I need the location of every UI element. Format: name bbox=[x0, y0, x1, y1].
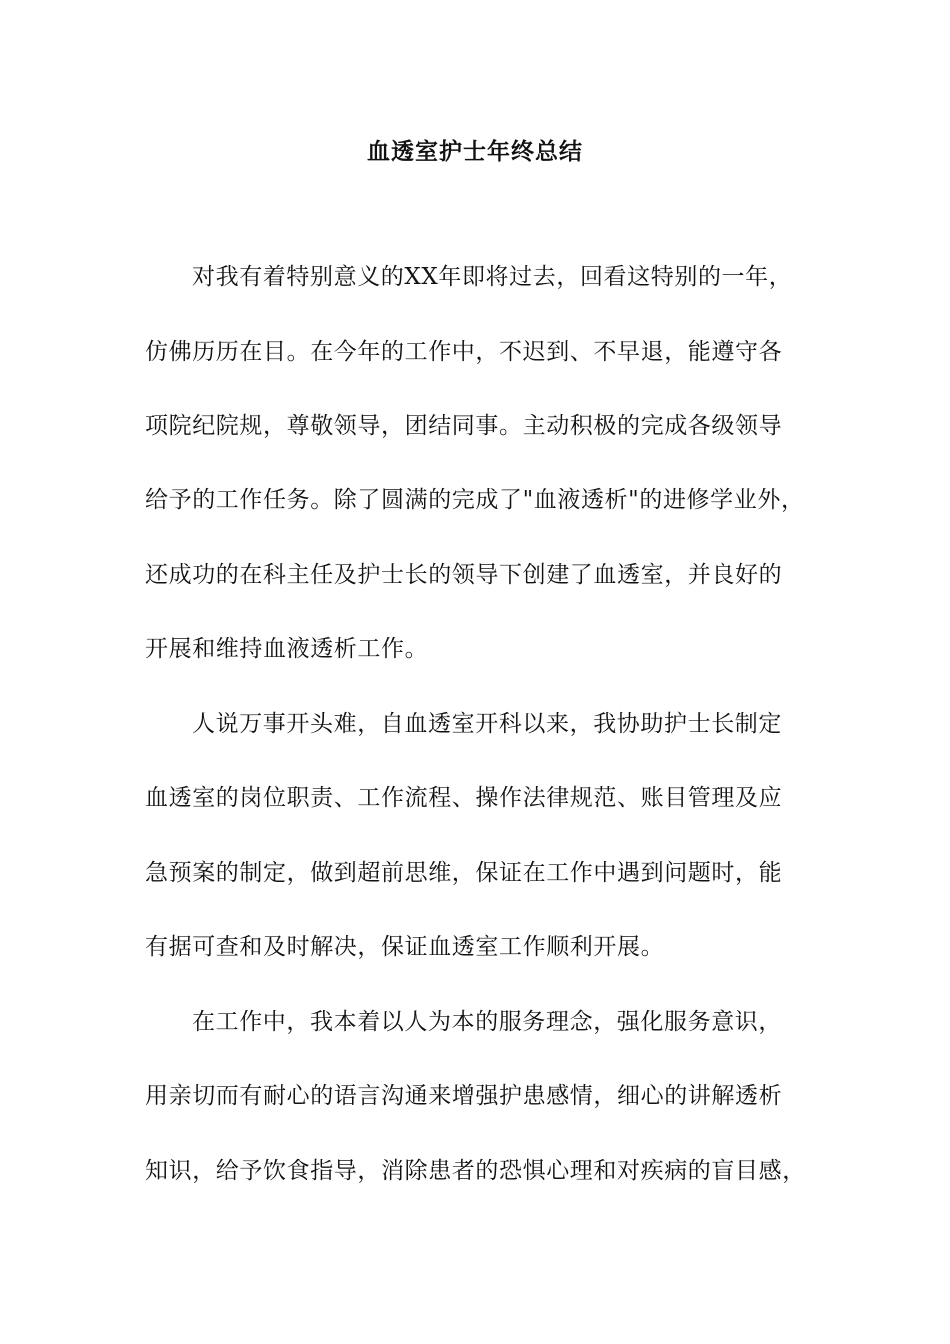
paragraph-2-line-3: 急预案的制定，做到超前思维，保证在工作中遇到问题时，能 bbox=[145, 860, 783, 886]
paragraph-3-line-1: 在工作中，我本着以人为本的服务理念，强化服务意识， bbox=[192, 1009, 782, 1035]
paragraph-1-line-2: 仿佛历历在目。在今年的工作中，不迟到、不早退，能遵守各 bbox=[145, 339, 783, 365]
paragraph-2-line-1: 人说万事开头难，自血透室开科以来，我协助护士长制定 bbox=[192, 711, 782, 737]
document-title: 血透室护士年终总结 bbox=[367, 138, 583, 165]
paragraph-2-line-2: 血透室的岗位职责、工作流程、操作法律规范、账目管理及应 bbox=[145, 785, 783, 811]
paragraph-1-line-4: 给予的工作任务。除了圆满的完成了"血液透析"的进修学业外， bbox=[145, 487, 805, 513]
paragraph-3-line-2: 用亲切而有耐心的语言沟通来增强护患感情，细心的讲解透析 bbox=[145, 1083, 783, 1109]
paragraph-1-line-5: 还成功的在科主任及护士长的领导下创建了血透室，并良好的 bbox=[145, 562, 783, 588]
paragraph-1-line-6: 开展和维持血液透析工作。 bbox=[145, 636, 429, 662]
paragraph-1-line-1: 对我有着特别意义的XX年即将过去，回看这特别的一年， bbox=[192, 264, 793, 290]
paragraph-2-line-4: 有据可查和及时解决，保证血透室工作顺利开展。 bbox=[145, 934, 665, 960]
paragraph-1-line-3: 项院纪院规，尊敬领导，团结同事。主动积极的完成各级领导 bbox=[145, 413, 783, 439]
paragraph-3-line-3: 知识，给予饮食指导，消除患者的恐惧心理和对疾病的盲目感， bbox=[145, 1158, 806, 1184]
